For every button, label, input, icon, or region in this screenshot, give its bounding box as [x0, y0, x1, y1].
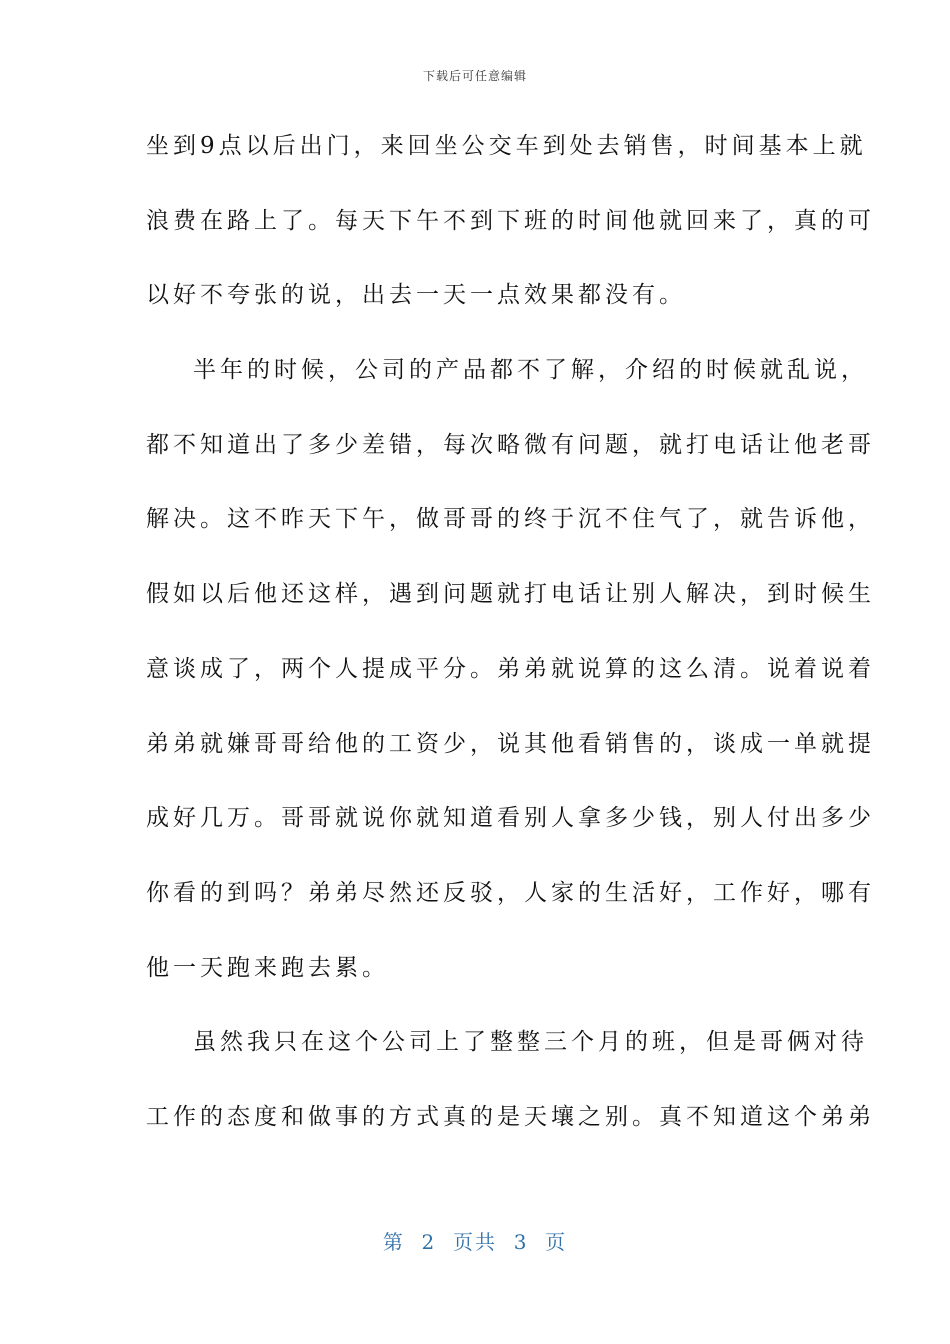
text-line: 坐到9点以后出门，来回坐公交车到处去销售，时间基本上就 — [146, 133, 867, 159]
text-line: 以好不夸张的说，出去一天一点效果都没有。 — [146, 282, 686, 309]
text-line: 都不知道出了多少差错，每次略微有问题，就打电话让他老哥 — [146, 431, 875, 458]
text-line: 成好几万。哥哥就说你就知道看别人拿多少钱，别人付出多少 — [146, 805, 875, 832]
text-line: 假如以后他还这样，遇到问题就打电话让别人解决，到时候生 — [146, 581, 875, 608]
text-line: 弟弟就嫌哥哥给他的工资少，说其他看销售的，谈成一单就提 — [146, 730, 875, 757]
text-line: 工作的态度和做事的方式真的是天壤之别。真不知道这个弟弟 — [146, 1103, 875, 1130]
text-line: 你看的到吗？弟弟尽然还反驳，人家的生活好，工作好，哪有 — [146, 879, 875, 906]
text-line: 浪费在路上了。每天下午不到下班的时间他就回来了，真的可 — [146, 207, 875, 234]
paragraph-start-line: 虽然我只在这个公司上了整整三个月的班，但是哥俩对待 — [193, 1029, 868, 1056]
text-line: 意谈成了，两个人提成平分。弟弟就说算的这么清。说着说着 — [146, 655, 875, 682]
page-number-footer: 第 2 页共 3 页 — [382, 1230, 568, 1254]
document-body — [146, 128, 875, 1174]
text-line: 解决。这不昨天下午，做哥哥的终于沉不住气了，就告诉他， — [146, 506, 875, 533]
text-line: 他一天跑来跑去累。 — [146, 954, 389, 981]
paragraph-start-line: 半年的时候，公司的产品都不了解，介绍的时候就乱说， — [193, 357, 868, 384]
header-note: 下载后可任意编辑 — [422, 69, 527, 83]
